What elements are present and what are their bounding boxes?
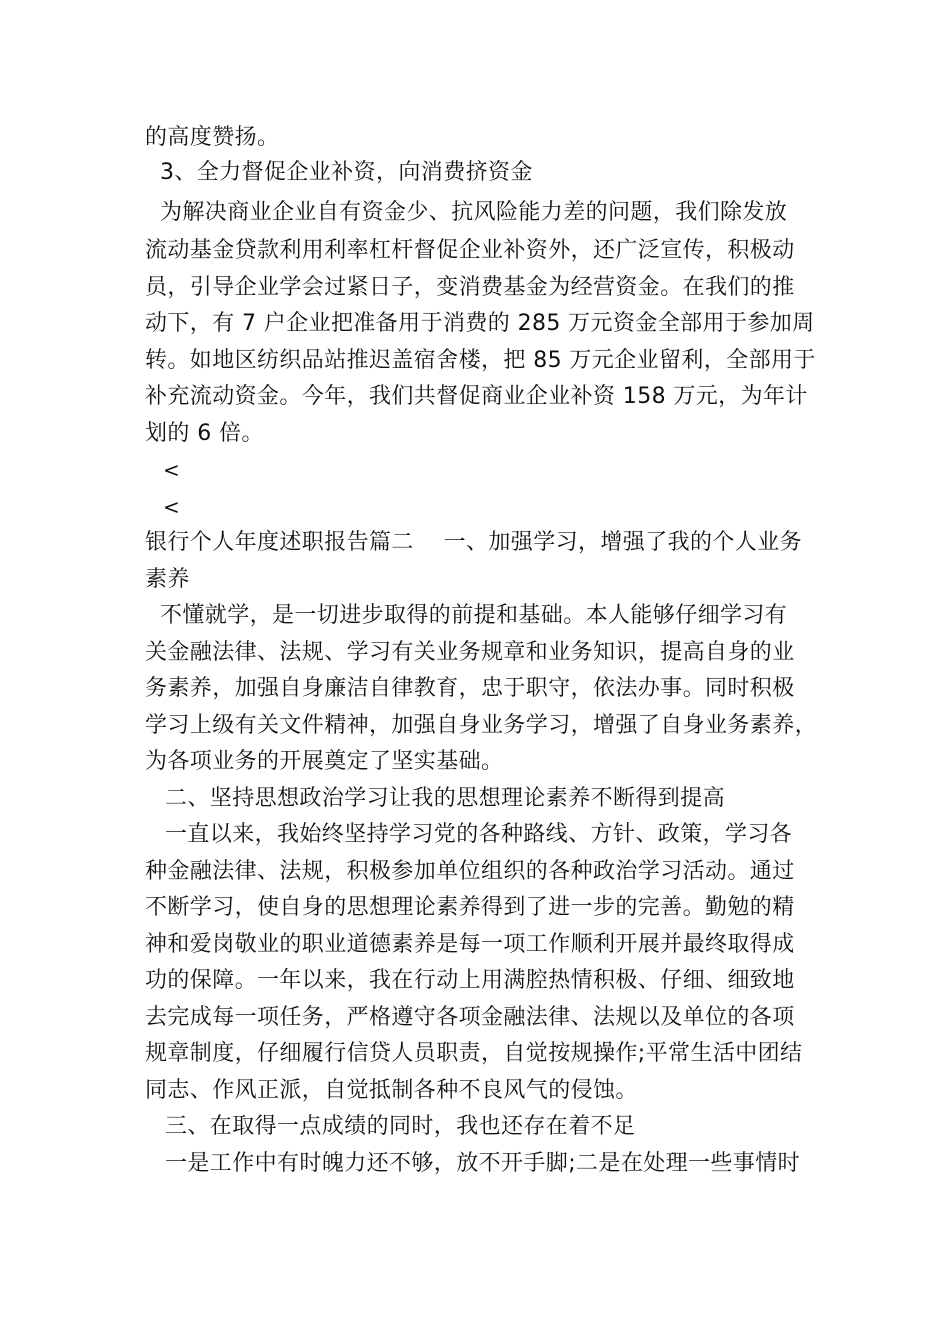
text-line: 功的保障。一年以来，我在行动上用满腔热情积极、仔细、细致地: [145, 968, 795, 993]
text-line: 不断学习，使自身的思想理论素养得到了进一步的完善。勤勉的精: [145, 895, 795, 920]
text-line: 补充流动资金。今年，我们共督促商业企业补资 158 万元，为年计: [145, 384, 808, 409]
section-heading: 3、全力督促企业补资，向消费挤资金: [160, 160, 533, 185]
text-line: 学习上级有关文件精神，加强自身业务学习，增强了自身业务素养，: [145, 713, 818, 738]
section-heading: 二、坚持思想政治学习让我的思想理论素养不断得到提高: [165, 786, 726, 811]
text-line: 种金融法律、法规，积极参加单位组织的各种政治学习活动。通过: [145, 859, 795, 884]
text-line: 一是工作中有时魄力还不够，放不开手脚;二是在处理一些事情时: [165, 1151, 801, 1176]
text-line: 神和爱岗敬业的职业道德素养是每一项工作顺利开展并最终取得成: [145, 932, 795, 957]
text-line: 同志、作风正派，自觉抵制各种不良风气的侵蚀。: [145, 1078, 638, 1103]
text-line: 员，引导企业学会过紧日子，变消费基金为经营资金。在我们的推: [145, 275, 795, 300]
text-line: 不懂就学，是一切进步取得的前提和基础。本人能够仔细学习有: [160, 603, 788, 628]
text-line: 的高度赞扬。: [145, 125, 280, 150]
text-line: 动下，有 7 户企业把准备用于消费的 285 万元资金全部用于参加周: [145, 311, 815, 336]
text-line: 为各项业务的开展奠定了坚实基础。: [145, 749, 504, 774]
report-title-line: 银行个人年度述职报告篇二 一、加强学习，增强了我的个人业务: [145, 530, 802, 555]
text-line: 划的 6 倍。: [145, 421, 264, 446]
text-line: 素养: [145, 567, 190, 592]
text-line: 关金融法律、法规、学习有关业务规章和业务知识，提高自身的业: [145, 640, 795, 665]
symbol-line: <: [163, 458, 181, 482]
text-line: 规章制度，仔细履行信贷人员职责，自觉按规操作;平常生活中团结: [145, 1041, 803, 1066]
text-line: 去完成每一项任务，严格遵守各项金融法律、法规以及单位的各项: [145, 1005, 795, 1030]
text-line: 一直以来，我始终坚持学习党的各种路线、方针、政策，学习各: [165, 822, 793, 847]
text-line: 流动基金贷款利用利率杠杆督促企业补资外，还广泛宣传，积极动: [145, 238, 795, 263]
text-line: 为解决商业企业自有资金少、抗风险能力差的问题，我们除发放: [160, 200, 788, 225]
section-heading: 三、在取得一点成绩的同时，我也还存在着不足: [165, 1114, 636, 1139]
text-line: 转。如地区纺织品站推迟盖宿舍楼，把 85 万元企业留利，全部用于: [145, 348, 816, 373]
text-line: 务素养，加强自身廉洁自律教育，忠于职守，依法办事。同时积极: [145, 676, 795, 701]
symbol-line: <: [163, 495, 181, 519]
